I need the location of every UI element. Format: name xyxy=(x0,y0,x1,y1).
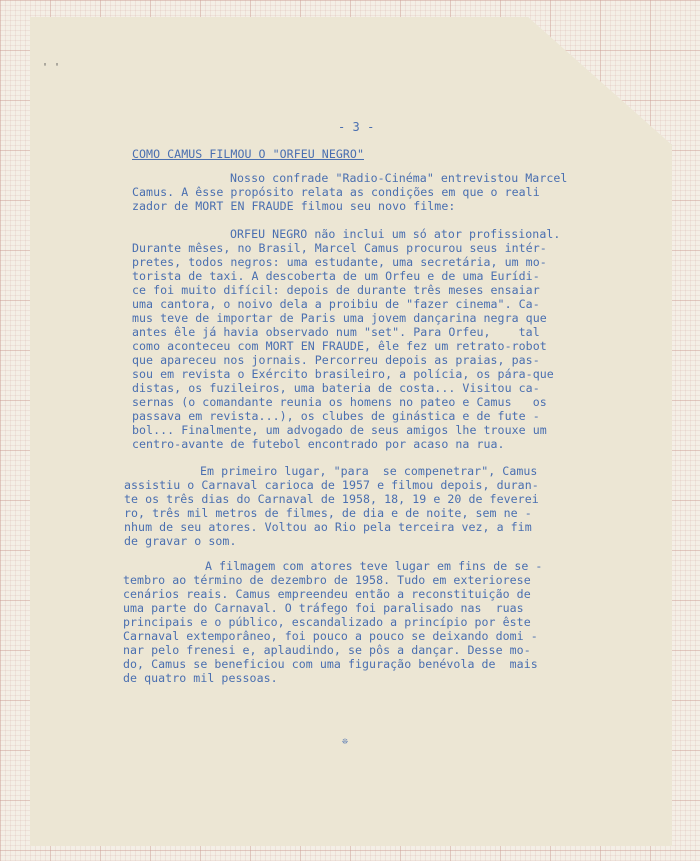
footer-ornament: ❊ xyxy=(342,736,349,747)
text-line: bol... Finalmente, um advogado de seus amigos lhe trouxe um xyxy=(132,423,547,437)
text-line: nar pelo frenesi e, aplaudindo, se pôs a dançar. Desse mo- xyxy=(123,643,531,657)
text-line: uma parte do Carnaval. O tráfego foi paralisado nas ruas xyxy=(123,601,524,615)
text-line: nhum de seu atores. Voltou ao Rio pela terceira vez, a fim xyxy=(124,520,532,534)
text-line: torista de taxi. A descoberta de um Orfeu e de uma Eurídi- xyxy=(132,269,540,283)
text-line: como aconteceu com MORT EN FRAUDE, êle fez um retrato-robot xyxy=(132,339,547,353)
text-line: Durante mêses, no Brasil, Marcel Camus procurou seus intér- xyxy=(132,241,547,255)
text-line: Em primeiro lugar, "para se compenetrar", Camus xyxy=(200,464,538,478)
text-line: mus teve de importar de Paris uma jovem dançarina negra que xyxy=(132,311,547,325)
article-heading: COMO CAMUS FILMOU O "ORFEU NEGRO" xyxy=(132,147,364,161)
text-line: Carnaval extemporâneo, foi pouco a pouco se deixando domi - xyxy=(123,629,538,643)
text-line: uma cantora, o noivo dela a proibiu de "fazer cinema". Ca- xyxy=(132,297,540,311)
text-line: pretes, todos negros: uma estudante, uma secretária, um mo- xyxy=(132,255,547,269)
text-line: ORFEU NEGRO não inclui um só ator profissional. xyxy=(230,227,561,241)
text-line: centro-avante de futebol encontrado por acaso na rua. xyxy=(132,437,505,451)
text-line: de gravar o som. xyxy=(124,534,237,548)
text-line: sernas (o comandante reunia os homens no pateo e Camus os xyxy=(132,395,547,409)
text-line: ce foi muito difícil: depois de durante três meses ensaiar xyxy=(132,283,540,297)
text-line: antes êle já havia observado num "set". Para Orfeu, tal xyxy=(132,325,540,339)
text-line: Nosso confrade "Radio-Cinéma" entrevistou Marcel xyxy=(230,171,568,185)
text-line: ro, três mil metros de filmes, de dia e de noite, sem ne - xyxy=(124,506,532,520)
text-line: te os três dias do Carnaval de 1958, 18, 19 e 20 de feverei xyxy=(124,492,539,506)
edge-marks: ' ' xyxy=(42,62,61,73)
text-line: assistiu o Carnaval carioca de 1957 e filmou depois, duran- xyxy=(124,478,539,492)
text-line: do, Camus se beneficiou com uma figuração benévola de mais xyxy=(123,657,538,671)
text-line: Camus. A êsse propósito relata as condições em que o reali xyxy=(132,185,540,199)
text-line: sou em revista o Exército brasileiro, a polícia, os pára-que xyxy=(132,367,554,381)
page-number: - 3 - xyxy=(338,120,375,134)
text-line: distas, os fuzileiros, uma bateria de costa... Visitou ca- xyxy=(132,381,540,395)
text-line: A filmagem com atores teve lugar em fins de se - xyxy=(205,559,543,573)
text-line: que apareceu nos jornais. Percorreu depois as praias, pas- xyxy=(132,353,540,367)
text-line: tembro ao término de dezembro de 1958. Tudo em exterioresе xyxy=(123,573,531,587)
text-line: passava em revista...), os clubes de ginástica e de fute - xyxy=(132,409,540,423)
text-line: zador de MORT EN FRAUDE filmou seu novo filme: xyxy=(132,199,456,213)
text-line: cenários reais. Camus empreendeu então a reconstituição de xyxy=(123,587,531,601)
text-line: de quatro mil pessoas. xyxy=(123,671,278,685)
text-line: principais e o público, escandalizado a princípio por êste xyxy=(123,615,531,629)
